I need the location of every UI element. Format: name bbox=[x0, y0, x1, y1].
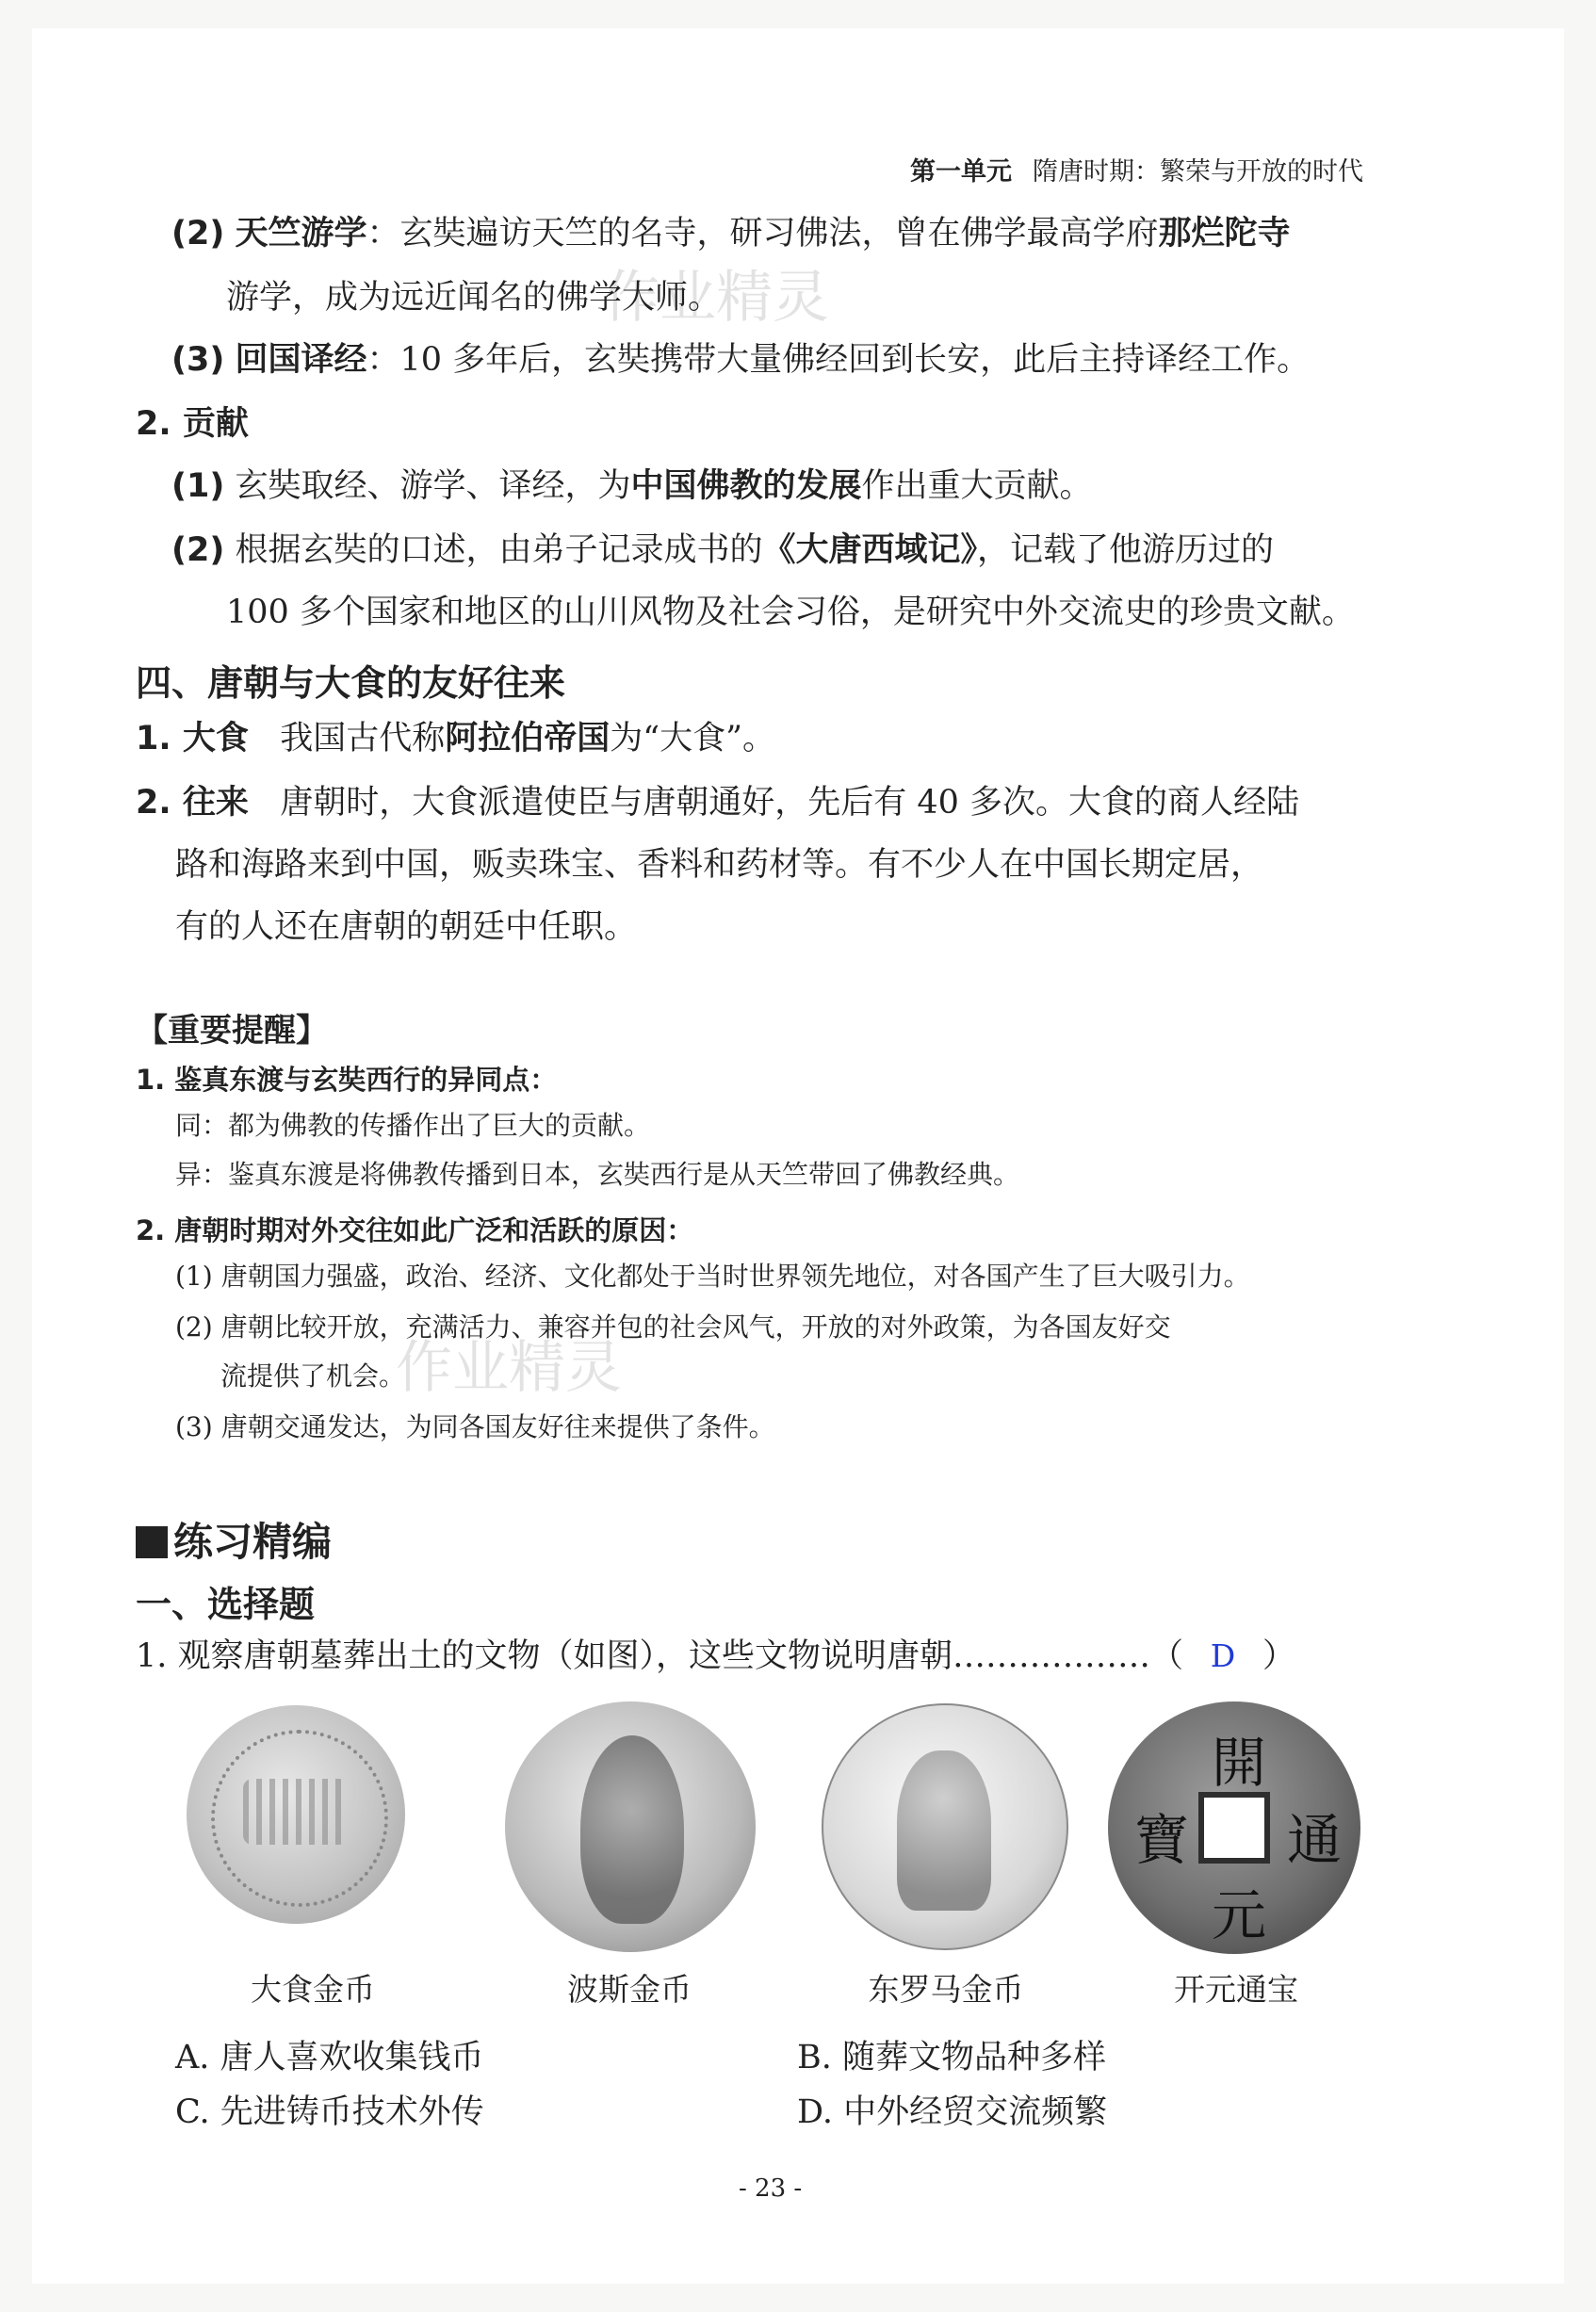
emperor-portrait-icon bbox=[897, 1750, 991, 1911]
coin-inscription-icon bbox=[243, 1779, 349, 1845]
tips-title: 【重要提醒】 bbox=[136, 1012, 328, 1050]
item-text: 唐朝时，大食派遣使臣与唐朝通好，先后有 40 多次。大食的商人经陆 bbox=[280, 784, 1300, 822]
tip-2-reason-3: (3) 唐朝交通发达，为同各国友好往来提供了条件。 bbox=[175, 1411, 775, 1442]
tip-2-reason-2-cont: 流提供了机会。 bbox=[220, 1360, 406, 1392]
tip-1-diff: 异：鉴真东渡是将佛教传播到日本，玄奘西行是从天竺带回了佛教经典。 bbox=[175, 1159, 1020, 1190]
coin-label-byzantine: 东罗马金币 bbox=[868, 1971, 1024, 2008]
section-title: 四、唐朝与大食的友好往来 bbox=[136, 662, 566, 704]
wanglai-line-1 bbox=[136, 782, 1299, 823]
item-number: (1) bbox=[171, 467, 225, 505]
question-1 bbox=[136, 1636, 1295, 1677]
keyword: 天竺游学 bbox=[235, 215, 367, 252]
option-c[interactable]: C. 先进铸币技术外传 bbox=[175, 2093, 484, 2131]
coin-char-bottom: 元 bbox=[1212, 1883, 1267, 1947]
keyword: 中国佛教的发展 bbox=[630, 467, 862, 505]
running-header bbox=[910, 151, 1363, 187]
item-huiguo bbox=[171, 339, 1310, 381]
square-hole-icon bbox=[1198, 1792, 1270, 1864]
tip-2-reason-2: (2) 唐朝比较开放，充满活力、兼容并包的社会风气，开放的对外政策，为各国友好交 bbox=[175, 1311, 1171, 1343]
item-number: (2) bbox=[171, 531, 225, 569]
item-text: 为“大食”。 bbox=[610, 720, 776, 757]
item-text: ：玄奘遍访天竺的名寺，研习佛法，曾在佛学最高学府 bbox=[366, 215, 1159, 252]
question-text: 1. 观察唐朝墓葬出土的文物（如图），这些文物说明唐朝………………（ bbox=[136, 1637, 1184, 1675]
option-d[interactable]: D. 中外经贸交流频繁 bbox=[797, 2093, 1108, 2131]
item-text: 根据玄奘的口述，由弟子记录成书的 bbox=[235, 531, 763, 569]
tip-1-heading: 1. 鉴真东渡与玄奘西行的异同点： bbox=[136, 1064, 558, 1096]
item-text: ：10 多年后，玄奘携带大量佛经回到长安，此后主持译经工作。 bbox=[366, 341, 1311, 379]
keyword: 《大唐西域记》 bbox=[762, 531, 978, 569]
item-text: 玄奘取经、游学、译经，为 bbox=[235, 467, 631, 505]
dashi-gold-coin-image bbox=[187, 1705, 405, 1924]
practice-title-text: 练习精编 bbox=[173, 1519, 333, 1565]
coin-label-kaiyuan: 开元通宝 bbox=[1174, 1971, 1298, 2008]
coin-label-dashi: 大食金币 bbox=[251, 1971, 375, 2008]
practice-title bbox=[136, 1511, 332, 1568]
practice-subtitle: 一、选择题 bbox=[136, 1584, 316, 1625]
item-tianzhu-cont: 游学，成为远近闻名的佛学大师。 bbox=[226, 279, 722, 317]
item-number: (2) bbox=[171, 215, 225, 252]
keyword: 2. 往来 bbox=[136, 784, 249, 822]
option-a[interactable]: A. 唐人喜欢收集钱币 bbox=[175, 2039, 484, 2076]
wanglai-line-3: 有的人还在唐朝的朝廷中任职。 bbox=[175, 908, 638, 946]
gongxian-item-1 bbox=[171, 465, 1093, 507]
keyword: 1. 大食 bbox=[136, 720, 249, 757]
gongxian-item-2-cont: 100 多个国家和地区的山川风物及社会习俗，是研究中外交流史的珍贵文献。 bbox=[226, 594, 1355, 631]
square-bullet-icon bbox=[136, 1526, 168, 1558]
keyword: 回国译经 bbox=[235, 341, 367, 379]
option-b[interactable]: B. 随葬文物品种多样 bbox=[797, 2039, 1106, 2076]
item-text: 我国古代称 bbox=[280, 720, 446, 757]
watermark: 作业精灵 bbox=[396, 1335, 622, 1401]
coin-char-left: 寶 bbox=[1134, 1808, 1190, 1872]
tip-1-same: 同：都为佛教的传播作出了巨大的贡献。 bbox=[175, 1110, 651, 1141]
unit-title: 隋唐时期：繁荣与开放的时代 bbox=[1033, 157, 1363, 187]
keyword: 阿拉伯帝国 bbox=[445, 720, 611, 757]
coin-char-top: 開 bbox=[1212, 1731, 1267, 1795]
tip-2-heading: 2. 唐朝时期对外交往如此广泛和活跃的原因： bbox=[136, 1214, 694, 1246]
keyword: 那烂陀寺 bbox=[1158, 215, 1291, 252]
coin-char-right: 通 bbox=[1287, 1808, 1343, 1872]
byzantine-gold-coin-image bbox=[822, 1703, 1068, 1950]
coin-label-persian: 波斯金币 bbox=[567, 1971, 692, 2008]
tip-2-reason-1: (1) 唐朝国力强盛，政治、经济、文化都处于当时世界领先地位，对各国产生了巨大吸引力。 bbox=[175, 1261, 1250, 1292]
watermark: 作业精灵 bbox=[603, 265, 829, 331]
kaiyuan-tongbao-coin-image bbox=[1108, 1701, 1360, 1954]
answer-text: D bbox=[1210, 1637, 1236, 1674]
page-number: - 23 - bbox=[739, 2174, 803, 2203]
unit-label: 第一单元 bbox=[910, 157, 1012, 187]
item-text: 作出重大贡献。 bbox=[861, 467, 1093, 505]
item-text: ，记载了他游历过的 bbox=[977, 531, 1275, 569]
wanglai-line-2: 路和海路来到中国，贩卖珠宝、香料和药材等。有不少人在中国长期定居， bbox=[175, 846, 1264, 884]
gongxian-item-2 bbox=[171, 529, 1274, 571]
item-tianzhu bbox=[171, 213, 1291, 254]
dashi-definition bbox=[136, 718, 775, 759]
gongxian-title: 2. 贡献 bbox=[136, 405, 249, 443]
item-number: (3) bbox=[171, 341, 225, 379]
persian-gold-coin-image bbox=[505, 1701, 756, 1952]
king-portrait-icon bbox=[580, 1735, 684, 1924]
question-paren: ） bbox=[1262, 1637, 1296, 1675]
